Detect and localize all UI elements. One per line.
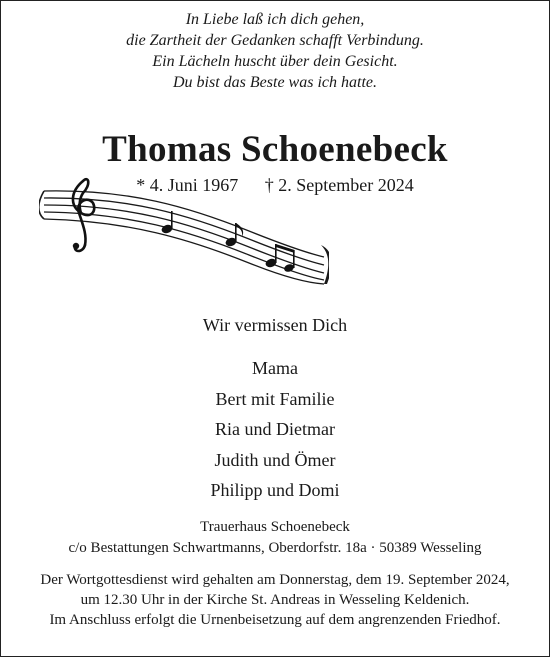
deceased-name: Thomas Schoenebeck — [102, 129, 448, 170]
birth-date: * 4. Juni 1967 — [136, 175, 239, 195]
clef-dot — [73, 243, 79, 249]
service-line: Im Anschluss erfolgt die Urnenbeisetzung auf dem angrenzenden Friedhof. — [49, 612, 501, 628]
mourner-name: Judith und Ömer — [214, 449, 336, 470]
poem-line: Du bist das Beste was ich hatte. — [173, 74, 377, 91]
poem-line: die Zartheit der Gedanken schafft Verbindung. — [126, 32, 424, 49]
treble-clef — [73, 179, 94, 251]
service-line: Der Wortgottesdienst wird gehalten am Donnerstag, dem 19. September 2024, — [40, 572, 510, 588]
mourner-name: Ria und Dietmar — [215, 419, 335, 439]
service-line: um 12.30 Uhr in der Kirche St. Andreas in Wesseling Keldenich. — [80, 592, 470, 608]
poem-line: In Liebe laß ich dich gehen, — [185, 11, 365, 28]
funeral-home-address: c/o Bestattungen Schwartmanns, Oberdorfstr. 18a · 50389 Wesseling — [68, 540, 482, 556]
funeral-home — [1, 517, 549, 559]
staff-curl — [39, 191, 44, 219]
notes — [160, 211, 294, 273]
poem-line: Ein Lächeln huscht über dein Gesicht. — [152, 53, 398, 70]
mourners-list — [1, 353, 549, 506]
mourner-name: Bert mit Familie — [215, 388, 335, 409]
funeral-home-name: Trauerhaus Schoenebeck — [200, 519, 350, 535]
mourners-heading: Wir vermissen Dich — [202, 315, 348, 335]
service-info — [1, 570, 549, 630]
death-date: † 2. September 2024 — [264, 175, 414, 195]
mourner-name: Philipp und Domi — [210, 480, 340, 500]
poem — [1, 9, 549, 93]
mourner-name: Mama — [252, 358, 298, 378]
music-staff-with-notes-icon — [39, 173, 329, 285]
